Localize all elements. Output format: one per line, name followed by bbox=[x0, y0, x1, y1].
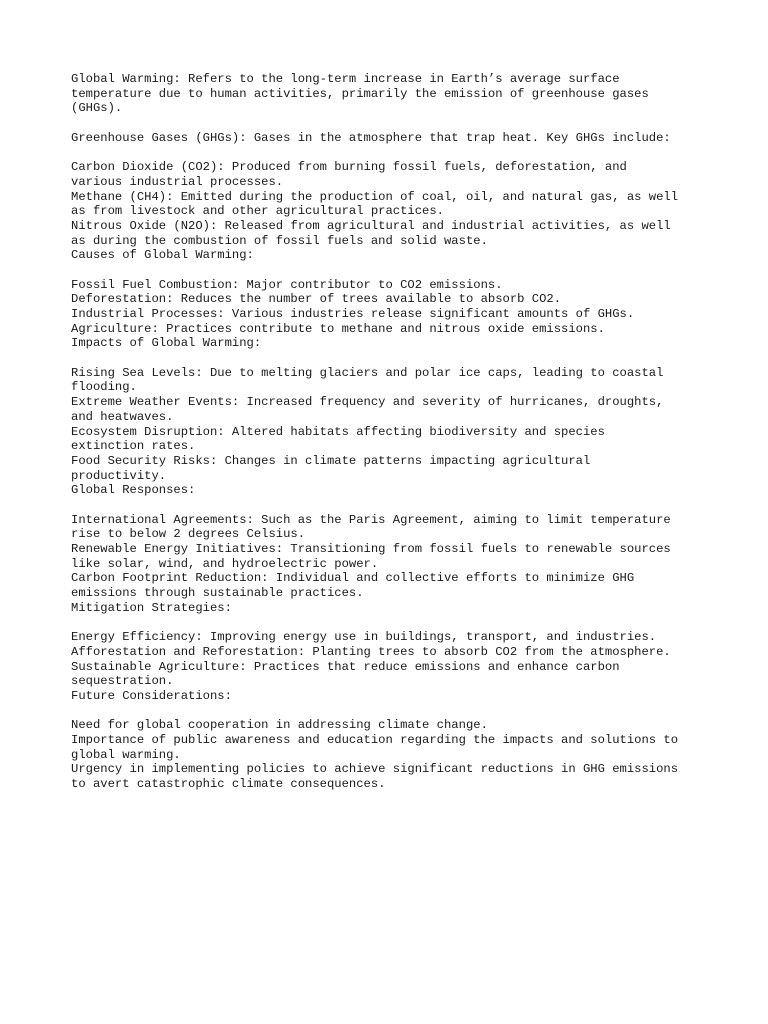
text-line: like solar, wind, and hydroelectric power. bbox=[71, 556, 379, 571]
text-line: Ecosystem Disruption: Altered habitats affecting biodiversity and species bbox=[71, 424, 605, 439]
text-line: rise to below 2 degrees Celsius. bbox=[71, 527, 306, 542]
text-line: Need for global cooperation in addressing climate change. bbox=[71, 718, 488, 733]
text-line: as from livestock and other agricultural practices. bbox=[71, 204, 444, 219]
text-line: various industrial processes. bbox=[71, 174, 284, 189]
text-line: Renewable Energy Initiatives: Transitioning from fossil fuels to renewable sources bbox=[71, 542, 671, 556]
blank-line bbox=[71, 263, 711, 278]
text-line: Methane (CH4): Emitted during the production of coal, oil, and natural gas, as well bbox=[71, 189, 679, 204]
mitigation-section bbox=[71, 630, 711, 703]
impacts-section bbox=[71, 366, 711, 498]
text-line: as during the combustion of fossil fuels and solid waste. bbox=[71, 233, 488, 248]
text-line: to avert catastrophic climate consequences. bbox=[71, 777, 386, 791]
section-heading: Mitigation Strategies: bbox=[71, 600, 232, 615]
text-line: Importance of public awareness and education regarding the impacts and solutions to bbox=[71, 732, 679, 747]
text-line: Industrial Processes: Various industries release significant amounts of GHGs. bbox=[71, 307, 635, 321]
text-line: Extreme Weather Events: Increased frequency and severity of hurricanes, droughts, bbox=[71, 395, 664, 410]
text-line: and heatwaves. bbox=[71, 409, 174, 424]
intro-paragraph bbox=[71, 72, 711, 116]
section-heading: Causes of Global Warming: bbox=[71, 248, 254, 263]
text-line: International Agreements: Such as the Paris Agreement, aiming to limit temperature bbox=[71, 512, 671, 527]
text-line: Agriculture: Practices contribute to methane and nitrous oxide emissions. bbox=[71, 321, 605, 336]
text-line: extinction rates. bbox=[71, 439, 196, 454]
section-heading: Impacts of Global Warming: bbox=[71, 336, 262, 351]
ghg-section bbox=[71, 160, 711, 263]
text-line: global warming. bbox=[71, 747, 181, 762]
text-line: temperature due to human activities, primarily the emission of greenhouse gases bbox=[71, 86, 649, 101]
responses-section bbox=[71, 513, 711, 616]
text-line: Fossil Fuel Combustion: Major contributor to CO2 emissions. bbox=[71, 277, 503, 292]
text-line: Carbon Dioxide (CO2): Produced from burning fossil fuels, deforestation, and bbox=[71, 160, 627, 175]
ghg-heading: Greenhouse Gases (GHGs): Gases in the atmosphere that trap heat. Key GHGs include: bbox=[71, 130, 671, 145]
text-line: Carbon Footprint Reduction: Individual and collective efforts to minimize GHG bbox=[71, 571, 635, 586]
text-line: Energy Efficiency: Improving energy use in buildings, transport, and industries. bbox=[71, 630, 657, 645]
text-line: Global Warming: Refers to the long-term increase in Earth’s average surface bbox=[71, 72, 620, 86]
text-line: Urgency in implementing policies to achieve significant reductions in GHG emissions bbox=[71, 762, 679, 777]
causes-section bbox=[71, 278, 711, 351]
text-line: (GHGs). bbox=[71, 101, 123, 116]
blank-line bbox=[71, 116, 711, 131]
blank-line bbox=[71, 704, 711, 719]
section-heading: Future Considerations: bbox=[71, 688, 232, 703]
text-line: Food Security Risks: Changes in climate patterns impacting agricultural bbox=[71, 453, 591, 468]
blank-line bbox=[71, 351, 711, 366]
text-line: Nitrous Oxide (N2O): Released from agricultural and industrial activities, as well bbox=[71, 218, 671, 233]
text-line: sequestration. bbox=[71, 674, 174, 689]
section-heading: Global Responses: bbox=[71, 483, 196, 498]
text-line: Afforestation and Reforestation: Planting trees to absorb CO2 from the atmosphere. bbox=[71, 644, 671, 659]
future-section bbox=[71, 718, 711, 791]
text-line: Sustainable Agriculture: Practices that reduce emissions and enhance carbon bbox=[71, 659, 620, 674]
text-line: flooding. bbox=[71, 380, 137, 395]
text-line: emissions through sustainable practices. bbox=[71, 586, 364, 601]
text-line: productivity. bbox=[71, 468, 167, 483]
blank-line bbox=[71, 498, 711, 513]
text-line: Rising Sea Levels: Due to melting glaciers and polar ice caps, leading to coastal bbox=[71, 365, 664, 380]
blank-line bbox=[71, 145, 711, 160]
blank-line bbox=[71, 615, 711, 630]
document-page bbox=[71, 72, 711, 792]
text-line: Deforestation: Reduces the number of trees available to absorb CO2. bbox=[71, 292, 562, 307]
